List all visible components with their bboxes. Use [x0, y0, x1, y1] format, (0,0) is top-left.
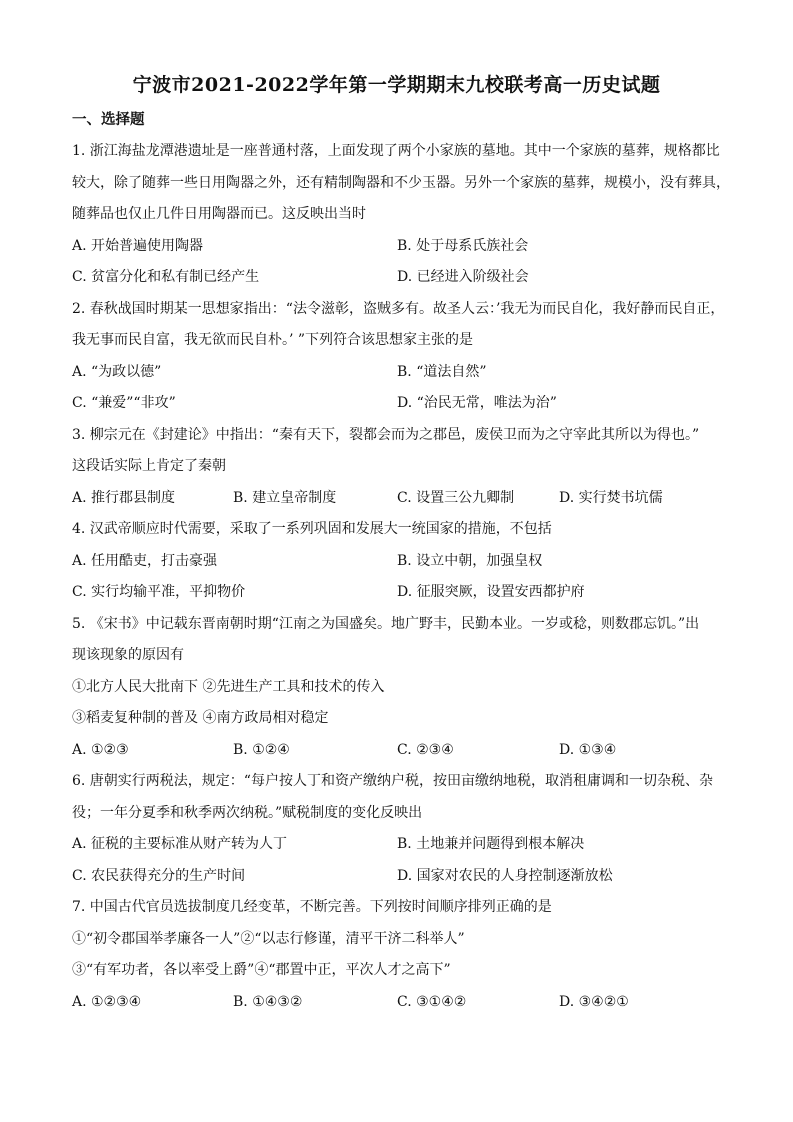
option-row	[72, 738, 732, 770]
option-d[interactable]: D. 实行焚书坑儒	[559, 489, 663, 506]
option-c[interactable]: C. “兼爱”“非攻”	[72, 395, 176, 411]
question-4	[72, 517, 732, 612]
option-d[interactable]: D. ③④②①	[559, 993, 629, 1010]
question-stem-line: 1. 浙江海盐龙潭港遗址是一座普通村落，上面发现了两个小家族的墓地。其中一个家族的墓葬，规格都比	[72, 143, 720, 159]
option-c[interactable]: C. 农民获得充分的生产时间	[72, 867, 246, 884]
question-list	[72, 139, 732, 1021]
question-stem-line: ③稻麦复种制的普及 ④南方政局相对稳定	[72, 710, 329, 726]
option-c[interactable]: C. 设置三公九卿制	[397, 489, 515, 506]
question-3	[72, 423, 732, 518]
question-stem-line: ③“有军功者，各以率受上爵”④“郡置中正，平次人才之高下”	[72, 962, 451, 978]
option-row	[72, 864, 732, 896]
question-7	[72, 895, 732, 1021]
question-stem-line: 5. 《宋书》中记载东晋南朝时期“江南之为国盛矣。地广野丰，民勤本业。一岁或稔，则数郡忘饥。”出	[72, 615, 700, 632]
question-stem-line: ①“初令郡国举孝廉各一人”②“以志行修谨，清平干济二科举人”	[72, 930, 465, 947]
option-b[interactable]: B. 设立中朝，加强皇权	[397, 552, 543, 569]
option-d[interactable]: D. 已经进入阶级社会	[397, 269, 529, 285]
option-row	[72, 990, 732, 1022]
option-d[interactable]: D. ①③④	[559, 741, 617, 758]
section-heading: 一、选择题	[72, 111, 145, 128]
question-stem-line: 3. 柳宗元在《封建论》中指出：“秦有天下，裂都会而为之郡邑，废侯卫而为之守宰此其所以为得也。”	[72, 426, 700, 443]
option-row	[72, 549, 732, 581]
option-b[interactable]: B. 建立皇帝制度	[233, 489, 337, 506]
exam-title: 宁波市2021-2022学年第一学期期末九校联考高一历史试题	[132, 74, 661, 96]
question-stem-line: 现该现象的原因有	[72, 647, 184, 663]
option-b[interactable]: B. ①②④	[233, 741, 290, 758]
question-stem-line: 役；一年分夏季和秋季两次纳税。”赋税制度的变化反映出	[72, 804, 423, 821]
question-5	[72, 612, 732, 770]
option-d[interactable]: D. “治民无常，唯法为治”	[397, 395, 557, 411]
question-stem-line: 随葬品也仅止几件日用陶器而已。这反映出当时	[72, 206, 366, 222]
option-b[interactable]: B. 土地兼并问题得到根本解决	[397, 836, 585, 852]
option-d[interactable]: D. 征服突厥，设置安西都护府	[397, 584, 585, 600]
question-stem-line: 这段话实际上肯定了秦朝	[72, 458, 226, 474]
option-c[interactable]: C. ②③④	[397, 741, 454, 758]
question-stem-line: 4. 汉武帝顺应时代需要，采取了一系列巩固和发展大一统国家的措施，不包括	[72, 521, 552, 537]
option-a[interactable]: A. “为政以德”	[72, 363, 162, 380]
option-b[interactable]: B. 处于母系氏族社会	[397, 237, 529, 254]
option-a[interactable]: A. 开始普遍使用陶器	[72, 237, 204, 254]
option-a[interactable]: A. 推行郡县制度	[72, 489, 176, 506]
option-c[interactable]: C. 贫富分化和私有制已经产生	[72, 269, 260, 285]
option-row	[72, 265, 732, 297]
option-row	[72, 580, 732, 612]
question-1	[72, 139, 732, 297]
question-stem-line: 7. 中国古代官员选拔制度几经变革，不断完善。下列按时间顺序排列正确的是	[72, 899, 552, 915]
option-row	[72, 832, 732, 864]
option-a[interactable]: A. ①②③④	[72, 993, 142, 1010]
question-2	[72, 297, 732, 423]
question-stem-line: 较大，除了随葬一些日用陶器之外，还有精制陶器和不少玉器。另外一个家族的墓葬，规模小，没有葬具，	[72, 174, 730, 191]
option-b[interactable]: B. “道法自然”	[397, 363, 487, 380]
question-stem-line: ①北方人民大批南下 ②先进生产工具和技术的传入	[72, 678, 385, 695]
option-c[interactable]: C. 实行均输平准，平抑物价	[72, 584, 246, 600]
option-b[interactable]: B. ①④③②	[233, 993, 303, 1010]
option-d[interactable]: D. 国家对农民的人身控制逐渐放松	[397, 867, 613, 884]
option-a[interactable]: A. ①②③	[72, 741, 129, 758]
option-a[interactable]: A. 任用酷吏，打击豪强	[72, 552, 218, 569]
option-row	[72, 360, 732, 392]
question-stem-line: 2. 春秋战国时期某一思想家指出：“法令滋彰，盗贼多有。故圣人云：’我无为而民自化，我好静而民自正，	[72, 300, 725, 317]
option-row	[72, 234, 732, 266]
option-c[interactable]: C. ③①④②	[397, 993, 467, 1010]
question-stem-line: 6. 唐朝实行两税法，规定：“每户按人丁和资产缴纳户税，按田亩缴纳地税，取消租庸调和一切杂税、杂	[72, 773, 713, 789]
option-a[interactable]: A. 征税的主要标准从财产转为人丁	[72, 836, 288, 852]
question-6	[72, 769, 732, 895]
option-row	[72, 486, 732, 518]
option-row	[72, 391, 732, 423]
question-stem-line: 我无事而民自富，我无欲而民自朴。’ ”下列符合该思想家主张的是	[72, 332, 474, 348]
